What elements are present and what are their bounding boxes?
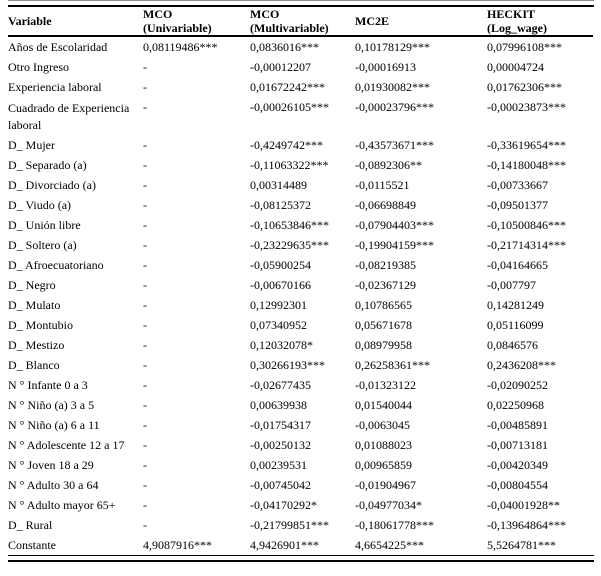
variable-label-cell xyxy=(8,77,143,97)
table-row xyxy=(8,395,593,415)
cell-text: 0,01540044 xyxy=(355,398,412,412)
table-row xyxy=(8,57,593,77)
variable-label-cell xyxy=(8,235,143,255)
table-row xyxy=(8,36,593,57)
coefficient-cell-mco-univariable xyxy=(143,495,250,515)
coefficient-cell-mc2e xyxy=(355,415,487,435)
coefficient-cell-heckit-log-wage xyxy=(487,235,593,255)
cell-text: - xyxy=(143,178,147,192)
table-row xyxy=(8,435,593,455)
column-header-mco-multivariable xyxy=(250,7,355,36)
cell-text: - xyxy=(143,258,147,272)
cell-text: N ° Adulto mayor 65+ xyxy=(8,498,116,512)
cell-text: - xyxy=(143,198,147,212)
cell-text: -0,00023873*** xyxy=(487,100,566,114)
column-header-line1: MCO xyxy=(250,7,280,21)
regression-results-table xyxy=(8,7,593,555)
cell-text: Años de Escolaridad xyxy=(8,40,108,54)
coefficient-cell-mco-multivariable xyxy=(250,515,355,535)
coefficient-cell-heckit-log-wage xyxy=(487,455,593,475)
coefficient-cell-mc2e xyxy=(355,215,487,235)
table-row xyxy=(8,415,593,435)
coefficient-cell-mc2e xyxy=(355,36,487,57)
coefficient-cell-mc2e xyxy=(355,255,487,275)
cell-text: - xyxy=(143,378,147,392)
cell-text: 0,14281249 xyxy=(487,298,544,312)
cell-text: -0,21714314*** xyxy=(487,238,566,252)
coefficient-cell-mc2e xyxy=(355,77,487,97)
table-bottom-outer-rule xyxy=(8,560,594,562)
coefficient-cell-mco-multivariable xyxy=(250,535,355,555)
cell-text: - xyxy=(143,338,147,352)
cell-text: -0,21799851*** xyxy=(250,518,329,532)
coefficient-cell-heckit-log-wage xyxy=(487,195,593,215)
cell-text: 0,07340952 xyxy=(250,318,307,332)
table-row xyxy=(8,535,593,555)
variable-label-cell xyxy=(8,515,143,535)
cell-text: 0,00965859 xyxy=(355,458,412,472)
coefficient-cell-mco-multivariable xyxy=(250,195,355,215)
coefficient-cell-mco-univariable xyxy=(143,77,250,97)
coefficient-cell-mc2e xyxy=(355,455,487,475)
coefficient-cell-heckit-log-wage xyxy=(487,395,593,415)
coefficient-cell-mc2e xyxy=(355,295,487,315)
cell-text: 0,2436208*** xyxy=(487,358,556,372)
table-row xyxy=(8,175,593,195)
cell-text: Constante xyxy=(8,538,56,552)
coefficient-cell-mco-multivariable xyxy=(250,455,355,475)
cell-text: 0,00239531 xyxy=(250,458,307,472)
cell-text: - xyxy=(143,318,147,332)
coefficient-cell-mco-multivariable xyxy=(250,315,355,335)
coefficient-cell-mco-univariable xyxy=(143,455,250,475)
cell-text: - xyxy=(143,80,147,94)
cell-text: - xyxy=(143,458,147,472)
cell-text: - xyxy=(143,418,147,432)
cell-text: -0,08125372 xyxy=(250,198,311,212)
coefficient-cell-mc2e xyxy=(355,535,487,555)
cell-text: -0,04977034* xyxy=(355,498,422,512)
cell-text: - xyxy=(143,138,147,152)
coefficient-cell-mco-multivariable xyxy=(250,375,355,395)
cell-text: Experiencia laboral xyxy=(8,80,102,94)
coefficient-cell-heckit-log-wage xyxy=(487,535,593,555)
cell-text: -0,13964864*** xyxy=(487,518,566,532)
table-row xyxy=(8,275,593,295)
cell-text: -0,0115521 xyxy=(355,178,410,192)
cell-text: 5,5264781*** xyxy=(487,538,556,552)
variable-label-cell xyxy=(8,395,143,415)
cell-text: 0,08119486*** xyxy=(143,40,218,54)
cell-text: -0,19904159*** xyxy=(355,238,434,252)
coefficient-cell-heckit-log-wage xyxy=(487,215,593,235)
coefficient-cell-mco-multivariable xyxy=(250,155,355,175)
cell-text: D_ Blanco xyxy=(8,358,60,372)
coefficient-cell-mco-univariable xyxy=(143,235,250,255)
cell-text: D_ Afroecuatoriano xyxy=(8,258,104,272)
coefficient-cell-heckit-log-wage xyxy=(487,495,593,515)
cell-text: N ° Adolescente 12 a 17 xyxy=(8,438,125,452)
coefficient-cell-mc2e xyxy=(355,375,487,395)
cell-text: - xyxy=(143,358,147,372)
coefficient-cell-heckit-log-wage xyxy=(487,97,593,135)
coefficient-cell-mco-univariable xyxy=(143,155,250,175)
coefficient-cell-mc2e xyxy=(355,235,487,255)
variable-label-cell xyxy=(8,255,143,275)
coefficient-cell-mc2e xyxy=(355,315,487,335)
coefficient-cell-mco-univariable xyxy=(143,215,250,235)
variable-label-cell xyxy=(8,135,143,155)
variable-label-cell xyxy=(8,195,143,215)
variable-label-cell xyxy=(8,295,143,315)
variable-label-cell xyxy=(8,175,143,195)
coefficient-cell-mco-univariable xyxy=(143,135,250,155)
coefficient-cell-mco-univariable xyxy=(143,375,250,395)
cell-text: 0,12992301 xyxy=(250,298,307,312)
cell-text: -0,33619654*** xyxy=(487,138,566,152)
coefficient-cell-mco-multivariable xyxy=(250,77,355,97)
coefficient-cell-heckit-log-wage xyxy=(487,435,593,455)
table-row xyxy=(8,255,593,275)
variable-label-cell xyxy=(8,435,143,455)
table-header xyxy=(8,7,593,36)
cell-text: -0,05900254 xyxy=(250,258,311,272)
column-header-line2: (Multivariable) xyxy=(250,21,329,35)
cell-text: - xyxy=(143,158,147,172)
cell-text: -0,18061778*** xyxy=(355,518,434,532)
cell-text: 0,01672242*** xyxy=(250,80,325,94)
cell-text: 0,0836016*** xyxy=(250,40,319,54)
variable-label-cell xyxy=(8,97,143,135)
cell-text: D_ Soltero (a) xyxy=(8,238,77,252)
column-header-line1: HECKIT xyxy=(487,7,536,21)
cell-text: 0,02250968 xyxy=(487,398,544,412)
coefficient-cell-mco-multivariable xyxy=(250,97,355,135)
table-row xyxy=(8,495,593,515)
table-row xyxy=(8,215,593,235)
coefficient-cell-heckit-log-wage xyxy=(487,375,593,395)
coefficient-cell-mco-multivariable xyxy=(250,475,355,495)
cell-text: 0,05116099 xyxy=(487,318,544,332)
table-row xyxy=(8,315,593,335)
table-row xyxy=(8,235,593,255)
cell-text: - xyxy=(143,498,147,512)
coefficient-cell-heckit-log-wage xyxy=(487,475,593,495)
coefficient-cell-mco-multivariable xyxy=(250,275,355,295)
cell-text: 0,10786565 xyxy=(355,298,412,312)
coefficient-cell-mco-multivariable xyxy=(250,215,355,235)
cell-text: -0,00733667 xyxy=(487,178,548,192)
cell-text: 0,05671678 xyxy=(355,318,412,332)
variable-label-cell xyxy=(8,315,143,335)
table-row xyxy=(8,195,593,215)
cell-text: 0,08979958 xyxy=(355,338,412,352)
coefficient-cell-mc2e xyxy=(355,335,487,355)
cell-text: 0,00314489 xyxy=(250,178,307,192)
cell-text: -0,14180048*** xyxy=(487,158,566,172)
coefficient-cell-mco-univariable xyxy=(143,475,250,495)
column-header-heckit-log-wage xyxy=(487,7,593,36)
cell-text: 0,0846576 xyxy=(487,338,538,352)
cell-text: -0,04164665 xyxy=(487,258,548,272)
cell-text: N ° Adulto 30 a 64 xyxy=(8,478,99,492)
table-body xyxy=(8,36,593,555)
coefficient-cell-heckit-log-wage xyxy=(487,77,593,97)
coefficient-cell-mc2e xyxy=(355,155,487,175)
cell-text: -0,00713181 xyxy=(487,438,548,452)
coefficient-cell-mco-univariable xyxy=(143,415,250,435)
cell-text: D_ Mestizo xyxy=(8,338,65,352)
variable-label-cell xyxy=(8,495,143,515)
coefficient-cell-mco-multivariable xyxy=(250,135,355,155)
cell-text: - xyxy=(143,438,147,452)
coefficient-cell-mc2e xyxy=(355,475,487,495)
cell-text: -0,00485891 xyxy=(487,418,548,432)
column-header-line2: (Log_wage) xyxy=(487,21,547,35)
coefficient-cell-mc2e xyxy=(355,395,487,415)
cell-text: -0,11063322*** xyxy=(250,158,329,172)
variable-label-cell xyxy=(8,36,143,57)
cell-text: -0,02677435 xyxy=(250,378,311,392)
column-header-line2: (Univariable) xyxy=(143,21,212,35)
cell-text: -0,08219385 xyxy=(355,258,416,272)
table-row xyxy=(8,335,593,355)
cell-text: D_ Negro xyxy=(8,278,56,292)
variable-label-cell xyxy=(8,155,143,175)
coefficient-cell-mco-multivariable xyxy=(250,36,355,57)
cell-text: 4,9087916*** xyxy=(143,538,212,552)
coefficient-cell-mc2e xyxy=(355,195,487,215)
coefficient-cell-mco-multivariable xyxy=(250,355,355,375)
cell-text: D_ Mulato xyxy=(8,298,61,312)
coefficient-cell-mc2e xyxy=(355,275,487,295)
coefficient-cell-mc2e xyxy=(355,355,487,375)
coefficient-cell-heckit-log-wage xyxy=(487,57,593,77)
cell-text: -0,06698849 xyxy=(355,198,416,212)
cell-text: - xyxy=(143,478,147,492)
coefficient-cell-mco-univariable xyxy=(143,515,250,535)
cell-text: D_ Rural xyxy=(8,518,53,532)
variable-label-cell xyxy=(8,57,143,77)
cell-text: 0,01762306*** xyxy=(487,80,562,94)
coefficient-cell-heckit-log-wage xyxy=(487,515,593,535)
cell-text: - xyxy=(143,100,147,114)
table-row xyxy=(8,155,593,175)
table-row xyxy=(8,515,593,535)
coefficient-cell-mco-univariable xyxy=(143,295,250,315)
table-row xyxy=(8,375,593,395)
cell-text: 0,26258361*** xyxy=(355,358,430,372)
coefficient-cell-heckit-log-wage xyxy=(487,415,593,435)
cell-text: -0,00804554 xyxy=(487,478,548,492)
table-row xyxy=(8,355,593,375)
variable-label-cell xyxy=(8,535,143,555)
cell-text: -0,0063045 xyxy=(355,418,410,432)
column-header-variable xyxy=(8,7,143,36)
coefficient-cell-mco-multivariable xyxy=(250,57,355,77)
cell-text: -0,04170292* xyxy=(250,498,317,512)
table-row xyxy=(8,475,593,495)
coefficient-cell-mco-univariable xyxy=(143,335,250,355)
coefficient-cell-mco-multivariable xyxy=(250,395,355,415)
variable-label-cell xyxy=(8,355,143,375)
cell-text: -0,10653846*** xyxy=(250,218,329,232)
cell-text: -0,01754317 xyxy=(250,418,311,432)
coefficient-cell-heckit-log-wage xyxy=(487,295,593,315)
cell-text: 4,6654225*** xyxy=(355,538,424,552)
cell-text: -0,00745042 xyxy=(250,478,311,492)
cell-text: -0,00420349 xyxy=(487,458,548,472)
coefficient-cell-mco-multivariable xyxy=(250,235,355,255)
cell-text: -0,0892306** xyxy=(355,158,422,172)
cell-text: -0,02367129 xyxy=(355,278,416,292)
table-row xyxy=(8,295,593,315)
cell-text: -0,00250132 xyxy=(250,438,311,452)
coefficient-cell-mco-multivariable xyxy=(250,435,355,455)
cell-text: - xyxy=(143,398,147,412)
cell-text: - xyxy=(143,238,147,252)
cell-text: -0,07904403*** xyxy=(355,218,434,232)
coefficient-cell-heckit-log-wage xyxy=(487,135,593,155)
coefficient-cell-mc2e xyxy=(355,135,487,155)
cell-text: -0,10500846*** xyxy=(487,218,566,232)
coefficient-cell-mco-multivariable xyxy=(250,335,355,355)
cell-text: - xyxy=(143,60,147,74)
cell-text: Otro Ingreso xyxy=(8,60,69,74)
cell-text: -0,00016913 xyxy=(355,60,416,74)
coefficient-cell-mco-univariable xyxy=(143,195,250,215)
cell-text: Cuadrado de Experiencia laboral xyxy=(8,101,130,132)
cell-text: 0,00004724 xyxy=(487,60,544,74)
cell-text: - xyxy=(143,298,147,312)
cell-text: - xyxy=(143,218,147,232)
cell-text: -0,04001928** xyxy=(487,498,560,512)
cell-text: 4,9426901*** xyxy=(250,538,319,552)
cell-text: - xyxy=(143,518,147,532)
cell-text: D_ Mujer xyxy=(8,138,55,152)
column-header-line1: MCO xyxy=(143,7,173,21)
coefficient-cell-mc2e xyxy=(355,515,487,535)
coefficient-cell-heckit-log-wage xyxy=(487,255,593,275)
variable-label-cell xyxy=(8,335,143,355)
coefficient-cell-mco-univariable xyxy=(143,175,250,195)
cell-text: -0,23229635*** xyxy=(250,238,329,252)
coefficient-cell-mc2e xyxy=(355,435,487,455)
variable-label-cell xyxy=(8,275,143,295)
coefficient-cell-heckit-log-wage xyxy=(487,335,593,355)
column-header-line1: MC2E xyxy=(355,14,389,28)
cell-text: 0,10178129*** xyxy=(355,40,430,54)
coefficient-cell-mco-univariable xyxy=(143,355,250,375)
table-row xyxy=(8,97,593,135)
cell-text: -0,4249742*** xyxy=(250,138,323,152)
cell-text: - xyxy=(143,278,147,292)
coefficient-cell-mco-univariable xyxy=(143,97,250,135)
cell-text: -0,02090252 xyxy=(487,378,548,392)
cell-text: N ° Infante 0 a 3 xyxy=(8,378,88,392)
coefficient-cell-mco-multivariable xyxy=(250,495,355,515)
variable-label-cell xyxy=(8,475,143,495)
cell-text: 0,12032078* xyxy=(250,338,313,352)
coefficient-cell-mco-multivariable xyxy=(250,255,355,275)
coefficient-cell-heckit-log-wage xyxy=(487,36,593,57)
coefficient-cell-mco-univariable xyxy=(143,36,250,57)
coefficient-cell-mco-univariable xyxy=(143,315,250,335)
cell-text: N ° Niño (a) 6 a 11 xyxy=(8,418,100,432)
header-row xyxy=(8,7,593,36)
column-header-mc2e xyxy=(355,7,487,36)
cell-text: D_ Unión libre xyxy=(8,218,81,232)
cell-text: -0,007797 xyxy=(487,278,536,292)
cell-text: 0,00639938 xyxy=(250,398,307,412)
cell-text: N ° Niño (a) 3 a 5 xyxy=(8,398,95,412)
cell-text: -0,00023796*** xyxy=(355,100,434,114)
cell-text: 0,01930082*** xyxy=(355,80,430,94)
cell-text: D_ Separado (a) xyxy=(8,158,87,172)
cell-text: -0,43573671*** xyxy=(355,138,434,152)
coefficient-cell-mco-univariable xyxy=(143,535,250,555)
coefficient-cell-mco-multivariable xyxy=(250,175,355,195)
table-row xyxy=(8,77,593,97)
coefficient-cell-heckit-log-wage xyxy=(487,175,593,195)
cell-text: -0,01904967 xyxy=(355,478,416,492)
coefficient-cell-heckit-log-wage xyxy=(487,155,593,175)
cell-text: -0,01323122 xyxy=(355,378,416,392)
cell-text: -0,00012207 xyxy=(250,60,311,74)
cell-text: N ° Joven 18 a 29 xyxy=(8,458,94,472)
cell-text: -0,00670166 xyxy=(250,278,311,292)
coefficient-cell-mco-univariable xyxy=(143,275,250,295)
coefficient-cell-mco-univariable xyxy=(143,395,250,415)
variable-label-cell xyxy=(8,215,143,235)
coefficient-cell-mc2e xyxy=(355,97,487,135)
coefficient-cell-heckit-log-wage xyxy=(487,355,593,375)
cell-text: -0,00026105*** xyxy=(250,100,329,114)
cell-text: -0,09501377 xyxy=(487,198,548,212)
cell-text: 0,30266193*** xyxy=(250,358,325,372)
table-row xyxy=(8,135,593,155)
coefficient-cell-heckit-log-wage xyxy=(487,315,593,335)
coefficient-cell-mco-univariable xyxy=(143,435,250,455)
variable-label-cell xyxy=(8,415,143,435)
coefficient-cell-mco-univariable xyxy=(143,255,250,275)
variable-label-cell xyxy=(8,375,143,395)
coefficient-cell-mco-multivariable xyxy=(250,415,355,435)
cell-text: D_ Divorciado (a) xyxy=(8,178,96,192)
coefficient-cell-mc2e xyxy=(355,57,487,77)
coefficient-cell-mco-multivariable xyxy=(250,295,355,315)
cell-text: 0,07996108*** xyxy=(487,40,562,54)
column-header-line1: Variable xyxy=(8,14,52,28)
coefficient-cell-heckit-log-wage xyxy=(487,275,593,295)
coefficient-cell-mc2e xyxy=(355,175,487,195)
cell-text: D_ Montubio xyxy=(8,318,74,332)
column-header-mco-univariable xyxy=(143,7,250,36)
cell-text: D_ Viudo (a) xyxy=(8,198,72,212)
coefficient-cell-mco-univariable xyxy=(143,57,250,77)
cell-text: 0,01088023 xyxy=(355,438,412,452)
coefficient-cell-mc2e xyxy=(355,495,487,515)
table-row xyxy=(8,455,593,475)
variable-label-cell xyxy=(8,455,143,475)
